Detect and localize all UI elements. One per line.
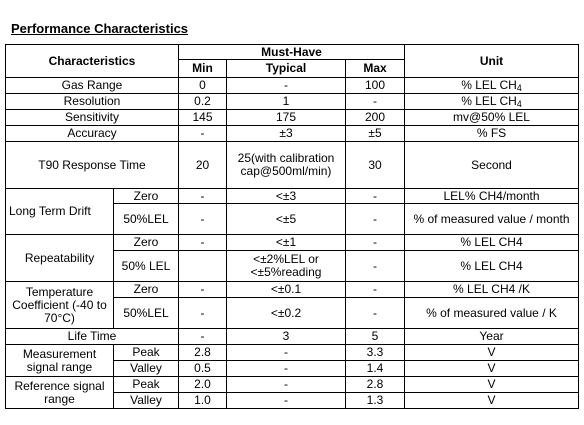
cell-max: - bbox=[346, 251, 405, 282]
sublabel-50-lel: 50%LEL bbox=[114, 298, 179, 329]
header-min: Min bbox=[179, 60, 227, 78]
cell-typical: 3 bbox=[227, 329, 346, 345]
label-long-term-drift: Long Term Drift bbox=[6, 189, 114, 235]
table-row bbox=[6, 329, 579, 345]
header-max: Max bbox=[346, 60, 405, 78]
label-t90-response-time: T90 Response Time bbox=[6, 142, 179, 189]
cell-typical: - bbox=[227, 377, 346, 393]
cell-max: 1.3 bbox=[346, 393, 405, 409]
table-row bbox=[6, 282, 579, 298]
label-resolution: Resolution bbox=[6, 94, 179, 110]
cell-typical: ±3 bbox=[227, 126, 346, 142]
table-row bbox=[6, 110, 579, 126]
cell-min: 0.5 bbox=[179, 361, 227, 377]
cell-min: 2.8 bbox=[179, 345, 227, 361]
cell-unit: V bbox=[405, 361, 579, 377]
cell-max: - bbox=[346, 298, 405, 329]
table-row bbox=[6, 345, 579, 361]
sublabel-50-lel: 50% LEL bbox=[114, 251, 179, 282]
cell-unit bbox=[405, 78, 579, 94]
cell-max: 30 bbox=[346, 142, 405, 189]
cell-min: - bbox=[179, 329, 227, 345]
cell-max: 200 bbox=[346, 110, 405, 126]
cell-typical: <±3 bbox=[227, 189, 346, 204]
label-sensitivity: Sensitivity bbox=[6, 110, 179, 126]
table-row bbox=[6, 142, 579, 189]
cell-typical: 1 bbox=[227, 94, 346, 110]
label-repeatability: Repeatability bbox=[6, 235, 114, 282]
table-row bbox=[6, 189, 579, 204]
cell-max: 5 bbox=[346, 329, 405, 345]
header-typical: Typical bbox=[227, 60, 346, 78]
cell-unit: % FS bbox=[405, 126, 579, 142]
cell-min: - bbox=[179, 126, 227, 142]
cell-max: - bbox=[346, 282, 405, 298]
cell-typical: - bbox=[227, 78, 346, 94]
header-row bbox=[6, 45, 579, 60]
sublabel-zero: Zero bbox=[114, 189, 179, 204]
cell-min: - bbox=[179, 298, 227, 329]
cell-unit: % LEL CH4 bbox=[405, 251, 579, 282]
cell-min: - bbox=[179, 235, 227, 251]
cell-max: ±5 bbox=[346, 126, 405, 142]
header-unit: Unit bbox=[405, 45, 579, 78]
cell-min: 0.2 bbox=[179, 94, 227, 110]
cell-min: 1.0 bbox=[179, 393, 227, 409]
cell-max: - bbox=[346, 235, 405, 251]
table-row bbox=[6, 235, 579, 251]
cell-typical: 175 bbox=[227, 110, 346, 126]
cell-max: 1.4 bbox=[346, 361, 405, 377]
cell-min: 20 bbox=[179, 142, 227, 189]
unit-text: % LEL CH bbox=[461, 94, 517, 108]
sublabel-valley: Valley bbox=[114, 361, 179, 377]
sublabel-peak: Peak bbox=[114, 377, 179, 393]
cell-unit: V bbox=[405, 393, 579, 409]
cell-min bbox=[179, 251, 227, 282]
cell-min: - bbox=[179, 204, 227, 235]
cell-max: 3.3 bbox=[346, 345, 405, 361]
label-gas-range: Gas Range bbox=[6, 78, 179, 94]
sublabel-zero: Zero bbox=[114, 235, 179, 251]
page-title: Performance Characteristics bbox=[11, 21, 189, 36]
cell-min: - bbox=[179, 282, 227, 298]
cell-unit: Second bbox=[405, 142, 579, 189]
unit-text: % LEL CH bbox=[461, 78, 517, 92]
unit-subscript: 4 bbox=[516, 83, 522, 93]
cell-max: - bbox=[346, 204, 405, 235]
cell-typical: <±5 bbox=[227, 204, 346, 235]
cell-typical: <±1 bbox=[227, 235, 346, 251]
cell-unit: V bbox=[405, 377, 579, 393]
sublabel-zero: Zero bbox=[114, 282, 179, 298]
cell-min: - bbox=[179, 189, 227, 204]
cell-typical: <±0.2 bbox=[227, 298, 346, 329]
sublabel-valley: Valley bbox=[114, 393, 179, 409]
cell-typical: - bbox=[227, 393, 346, 409]
unit-subscript: 4 bbox=[516, 99, 522, 109]
cell-typical: <±0.1 bbox=[227, 282, 346, 298]
cell-max: 100 bbox=[346, 78, 405, 94]
cell-unit: LEL% CH4/month bbox=[405, 189, 579, 204]
cell-max: 2.8 bbox=[346, 377, 405, 393]
cell-unit: Year bbox=[405, 329, 579, 345]
cell-min: 2.0 bbox=[179, 377, 227, 393]
cell-min: 0 bbox=[179, 78, 227, 94]
table-row bbox=[6, 126, 579, 142]
table-row bbox=[6, 78, 579, 94]
sublabel-50-lel: 50%LEL bbox=[114, 204, 179, 235]
cell-max: - bbox=[346, 189, 405, 204]
label-accuracy: Accuracy bbox=[6, 126, 179, 142]
cell-typical: - bbox=[227, 345, 346, 361]
header-characteristics: Characteristics bbox=[6, 45, 179, 78]
cell-unit: % of measured value / K bbox=[405, 298, 579, 329]
cell-unit: V bbox=[405, 345, 579, 361]
cell-max: - bbox=[346, 94, 405, 110]
table-row bbox=[6, 94, 579, 110]
label-reference-signal-range: Reference signal range bbox=[6, 377, 114, 409]
cell-typical: - bbox=[227, 361, 346, 377]
performance-table bbox=[5, 44, 579, 409]
label-temperature-coefficient: Temperature Coefficient (-40 to 70°C) bbox=[6, 282, 114, 329]
cell-unit: % LEL CH4 /K bbox=[405, 282, 579, 298]
cell-unit: mv@50% LEL bbox=[405, 110, 579, 126]
sublabel-peak: Peak bbox=[114, 345, 179, 361]
label-life-time: Life Time bbox=[6, 329, 179, 345]
label-measurement-signal-range: Measurement signal range bbox=[6, 345, 114, 377]
cell-unit: % of measured value / month bbox=[405, 204, 579, 235]
cell-unit: % LEL CH4 bbox=[405, 235, 579, 251]
table-row bbox=[6, 377, 579, 393]
cell-typical: <±2%LEL or <±5%reading bbox=[227, 251, 346, 282]
cell-typical: 25(with calibration cap@500ml/min) bbox=[227, 142, 346, 189]
header-must-have: Must-Have bbox=[179, 45, 405, 60]
cell-min: 145 bbox=[179, 110, 227, 126]
cell-unit bbox=[405, 94, 579, 110]
